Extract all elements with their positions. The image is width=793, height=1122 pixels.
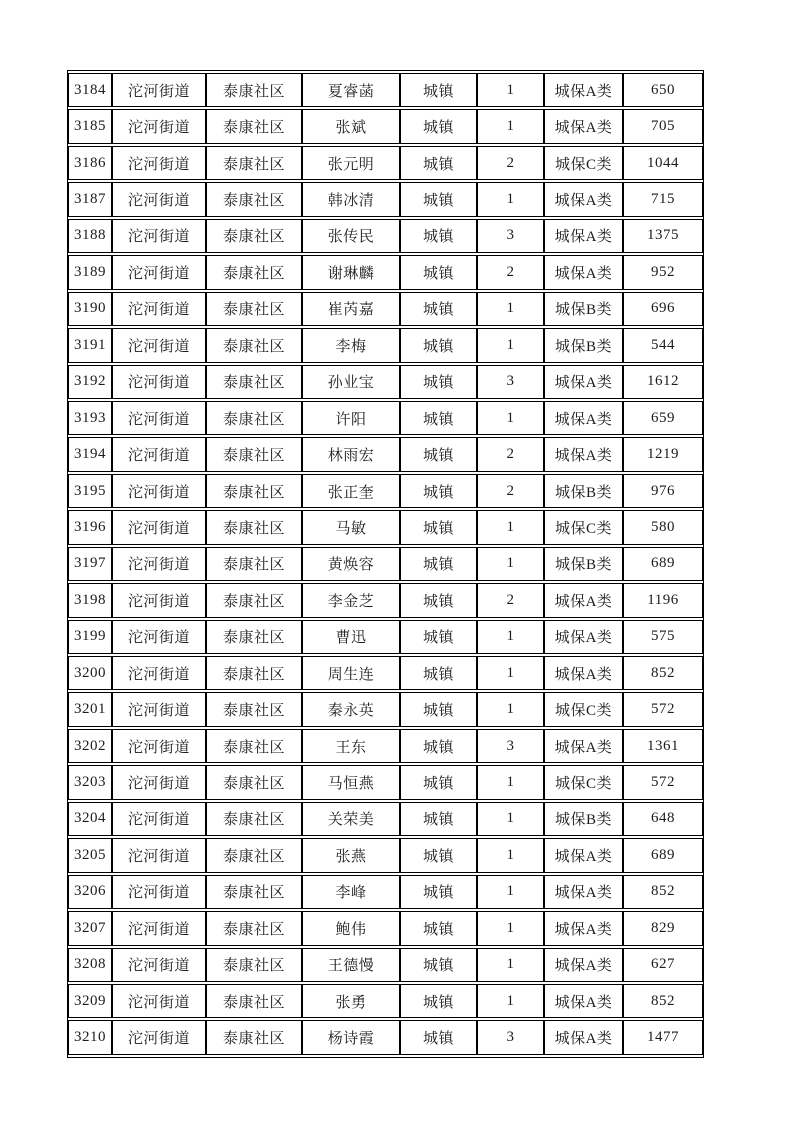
cell-residence-type: 城镇 — [400, 328, 477, 362]
cell-row-id: 3189 — [68, 255, 112, 289]
cell-community: 泰康社区 — [206, 547, 302, 581]
table-row — [68, 838, 703, 872]
table-row — [68, 146, 703, 180]
cell-street: 沱河街道 — [112, 838, 206, 872]
cell-name: 李金芝 — [302, 583, 400, 617]
cell-street: 沱河街道 — [112, 692, 206, 726]
cell-community: 泰康社区 — [206, 838, 302, 872]
cell-community: 泰康社区 — [206, 255, 302, 289]
cell-street: 沱河街道 — [112, 474, 206, 508]
cell-street: 沱河街道 — [112, 911, 206, 945]
cell-street: 沱河街道 — [112, 802, 206, 836]
cell-street: 沱河街道 — [112, 583, 206, 617]
cell-amount: 952 — [623, 255, 703, 289]
cell-row-id: 3184 — [68, 73, 112, 107]
cell-person-count: 1 — [477, 984, 544, 1018]
cell-row-id: 3194 — [68, 437, 112, 471]
cell-category: 城保A类 — [544, 838, 623, 872]
cell-name: 周生连 — [302, 656, 400, 690]
cell-row-id: 3191 — [68, 328, 112, 362]
cell-residence-type: 城镇 — [400, 547, 477, 581]
cell-category: 城保A类 — [544, 73, 623, 107]
cell-residence-type: 城镇 — [400, 182, 477, 216]
cell-amount: 544 — [623, 328, 703, 362]
table-row — [68, 219, 703, 253]
cell-person-count: 2 — [477, 474, 544, 508]
cell-residence-type: 城镇 — [400, 146, 477, 180]
cell-row-id: 3190 — [68, 292, 112, 326]
cell-name: 李梅 — [302, 328, 400, 362]
cell-name: 孙业宝 — [302, 365, 400, 399]
cell-row-id: 3201 — [68, 692, 112, 726]
cell-street: 沱河街道 — [112, 292, 206, 326]
cell-category: 城保A类 — [544, 875, 623, 909]
cell-residence-type: 城镇 — [400, 948, 477, 982]
cell-name: 张燕 — [302, 838, 400, 872]
cell-person-count: 1 — [477, 948, 544, 982]
cell-category: 城保A类 — [544, 109, 623, 143]
cell-row-id: 3196 — [68, 510, 112, 544]
cell-amount: 705 — [623, 109, 703, 143]
table-body — [68, 73, 703, 1055]
cell-amount: 976 — [623, 474, 703, 508]
cell-category: 城保C类 — [544, 692, 623, 726]
cell-row-id: 3209 — [68, 984, 112, 1018]
table-row — [68, 692, 703, 726]
cell-category: 城保A类 — [544, 365, 623, 399]
cell-category: 城保A类 — [544, 729, 623, 763]
cell-name: 黄焕容 — [302, 547, 400, 581]
cell-street: 沱河街道 — [112, 984, 206, 1018]
cell-category: 城保A类 — [544, 182, 623, 216]
cell-person-count: 3 — [477, 365, 544, 399]
table-row — [68, 583, 703, 617]
cell-amount: 852 — [623, 875, 703, 909]
cell-amount: 1361 — [623, 729, 703, 763]
cell-person-count: 2 — [477, 255, 544, 289]
cell-row-id: 3195 — [68, 474, 112, 508]
cell-community: 泰康社区 — [206, 1020, 302, 1055]
cell-row-id: 3200 — [68, 656, 112, 690]
cell-residence-type: 城镇 — [400, 1020, 477, 1055]
cell-category: 城保A类 — [544, 620, 623, 654]
cell-community: 泰康社区 — [206, 146, 302, 180]
cell-residence-type: 城镇 — [400, 984, 477, 1018]
cell-residence-type: 城镇 — [400, 73, 477, 107]
cell-category: 城保B类 — [544, 802, 623, 836]
cell-street: 沱河街道 — [112, 510, 206, 544]
cell-residence-type: 城镇 — [400, 401, 477, 435]
cell-amount: 627 — [623, 948, 703, 982]
table-row — [68, 474, 703, 508]
cell-community: 泰康社区 — [206, 437, 302, 471]
cell-name: 谢琳麟 — [302, 255, 400, 289]
cell-amount: 715 — [623, 182, 703, 216]
cell-amount: 1044 — [623, 146, 703, 180]
cell-community: 泰康社区 — [206, 401, 302, 435]
cell-street: 沱河街道 — [112, 620, 206, 654]
cell-community: 泰康社区 — [206, 109, 302, 143]
table-row — [68, 984, 703, 1018]
cell-name: 张斌 — [302, 109, 400, 143]
cell-community: 泰康社区 — [206, 292, 302, 326]
cell-person-count: 1 — [477, 401, 544, 435]
table-row — [68, 401, 703, 435]
cell-category: 城保A类 — [544, 401, 623, 435]
cell-person-count: 2 — [477, 437, 544, 471]
cell-person-count: 1 — [477, 875, 544, 909]
cell-name: 杨诗霞 — [302, 1020, 400, 1055]
cell-category: 城保A类 — [544, 948, 623, 982]
cell-street: 沱河街道 — [112, 109, 206, 143]
cell-name: 林雨宏 — [302, 437, 400, 471]
cell-row-id: 3187 — [68, 182, 112, 216]
cell-person-count: 1 — [477, 73, 544, 107]
cell-person-count: 1 — [477, 510, 544, 544]
cell-category: 城保A类 — [544, 984, 623, 1018]
cell-amount: 572 — [623, 692, 703, 726]
cell-amount: 1196 — [623, 583, 703, 617]
cell-street: 沱河街道 — [112, 146, 206, 180]
cell-street: 沱河街道 — [112, 219, 206, 253]
cell-residence-type: 城镇 — [400, 255, 477, 289]
cell-person-count: 1 — [477, 656, 544, 690]
cell-category: 城保C类 — [544, 510, 623, 544]
cell-street: 沱河街道 — [112, 1020, 206, 1055]
cell-name: 曹迅 — [302, 620, 400, 654]
cell-name: 许阳 — [302, 401, 400, 435]
cell-residence-type: 城镇 — [400, 437, 477, 471]
cell-community: 泰康社区 — [206, 984, 302, 1018]
cell-row-id: 3193 — [68, 401, 112, 435]
cell-community: 泰康社区 — [206, 875, 302, 909]
table-row — [68, 73, 703, 107]
cell-community: 泰康社区 — [206, 620, 302, 654]
cell-name: 崔芮嘉 — [302, 292, 400, 326]
table-row — [68, 729, 703, 763]
table-row — [68, 911, 703, 945]
cell-person-count: 1 — [477, 765, 544, 799]
table-row — [68, 510, 703, 544]
cell-residence-type: 城镇 — [400, 911, 477, 945]
cell-street: 沱河街道 — [112, 948, 206, 982]
cell-row-id: 3203 — [68, 765, 112, 799]
cell-residence-type: 城镇 — [400, 838, 477, 872]
cell-name: 关荣美 — [302, 802, 400, 836]
cell-row-id: 3197 — [68, 547, 112, 581]
cell-residence-type: 城镇 — [400, 474, 477, 508]
cell-name: 夏睿菡 — [302, 73, 400, 107]
cell-community: 泰康社区 — [206, 583, 302, 617]
cell-person-count: 1 — [477, 109, 544, 143]
cell-street: 沱河街道 — [112, 255, 206, 289]
cell-community: 泰康社区 — [206, 656, 302, 690]
cell-residence-type: 城镇 — [400, 292, 477, 326]
cell-residence-type: 城镇 — [400, 765, 477, 799]
resident-subsidy-table — [67, 70, 704, 1058]
cell-category: 城保A类 — [544, 583, 623, 617]
cell-person-count: 2 — [477, 146, 544, 180]
cell-name: 张元明 — [302, 146, 400, 180]
cell-person-count: 3 — [477, 1020, 544, 1055]
cell-category: 城保A类 — [544, 911, 623, 945]
cell-name: 鲍伟 — [302, 911, 400, 945]
cell-street: 沱河街道 — [112, 182, 206, 216]
cell-residence-type: 城镇 — [400, 802, 477, 836]
cell-residence-type: 城镇 — [400, 510, 477, 544]
table-row — [68, 765, 703, 799]
cell-amount: 689 — [623, 547, 703, 581]
table-row — [68, 656, 703, 690]
cell-row-id: 3206 — [68, 875, 112, 909]
cell-residence-type: 城镇 — [400, 875, 477, 909]
cell-residence-type: 城镇 — [400, 219, 477, 253]
cell-community: 泰康社区 — [206, 510, 302, 544]
cell-row-id: 3204 — [68, 802, 112, 836]
table-row — [68, 365, 703, 399]
cell-name: 张正奎 — [302, 474, 400, 508]
cell-residence-type: 城镇 — [400, 109, 477, 143]
cell-community: 泰康社区 — [206, 729, 302, 763]
cell-row-id: 3202 — [68, 729, 112, 763]
table-row — [68, 875, 703, 909]
cell-name: 李峰 — [302, 875, 400, 909]
cell-person-count: 3 — [477, 729, 544, 763]
cell-amount: 648 — [623, 802, 703, 836]
cell-residence-type: 城镇 — [400, 583, 477, 617]
cell-category: 城保A类 — [544, 437, 623, 471]
cell-street: 沱河街道 — [112, 547, 206, 581]
table-row — [68, 182, 703, 216]
cell-person-count: 1 — [477, 911, 544, 945]
cell-person-count: 1 — [477, 802, 544, 836]
cell-category: 城保B类 — [544, 474, 623, 508]
cell-residence-type: 城镇 — [400, 620, 477, 654]
table-row — [68, 620, 703, 654]
cell-row-id: 3192 — [68, 365, 112, 399]
cell-residence-type: 城镇 — [400, 365, 477, 399]
cell-person-count: 3 — [477, 219, 544, 253]
cell-community: 泰康社区 — [206, 182, 302, 216]
cell-row-id: 3186 — [68, 146, 112, 180]
cell-name: 张传民 — [302, 219, 400, 253]
cell-name: 王东 — [302, 729, 400, 763]
cell-street: 沱河街道 — [112, 729, 206, 763]
cell-amount: 829 — [623, 911, 703, 945]
table-row — [68, 802, 703, 836]
cell-community: 泰康社区 — [206, 948, 302, 982]
cell-person-count: 1 — [477, 838, 544, 872]
cell-name: 张勇 — [302, 984, 400, 1018]
cell-amount: 852 — [623, 984, 703, 1018]
cell-person-count: 1 — [477, 292, 544, 326]
cell-amount: 696 — [623, 292, 703, 326]
cell-community: 泰康社区 — [206, 219, 302, 253]
cell-street: 沱河街道 — [112, 656, 206, 690]
cell-street: 沱河街道 — [112, 875, 206, 909]
cell-row-id: 3188 — [68, 219, 112, 253]
cell-category: 城保B类 — [544, 547, 623, 581]
cell-name: 秦永英 — [302, 692, 400, 726]
table-row — [68, 109, 703, 143]
cell-category: 城保B类 — [544, 328, 623, 362]
cell-amount: 1375 — [623, 219, 703, 253]
cell-amount: 659 — [623, 401, 703, 435]
table-row — [68, 292, 703, 326]
cell-category: 城保A类 — [544, 656, 623, 690]
table-row — [68, 1020, 703, 1055]
cell-residence-type: 城镇 — [400, 692, 477, 726]
cell-person-count: 1 — [477, 328, 544, 362]
cell-row-id: 3205 — [68, 838, 112, 872]
cell-street: 沱河街道 — [112, 401, 206, 435]
cell-person-count: 2 — [477, 583, 544, 617]
cell-row-id: 3208 — [68, 948, 112, 982]
cell-street: 沱河街道 — [112, 365, 206, 399]
cell-category: 城保A类 — [544, 1020, 623, 1055]
cell-name: 王德慢 — [302, 948, 400, 982]
cell-community: 泰康社区 — [206, 365, 302, 399]
cell-community: 泰康社区 — [206, 328, 302, 362]
cell-street: 沱河街道 — [112, 73, 206, 107]
cell-person-count: 1 — [477, 182, 544, 216]
cell-community: 泰康社区 — [206, 692, 302, 726]
cell-residence-type: 城镇 — [400, 656, 477, 690]
cell-street: 沱河街道 — [112, 437, 206, 471]
cell-amount: 852 — [623, 656, 703, 690]
cell-person-count: 1 — [477, 620, 544, 654]
cell-category: 城保C类 — [544, 146, 623, 180]
cell-category: 城保C类 — [544, 765, 623, 799]
cell-community: 泰康社区 — [206, 802, 302, 836]
table-row — [68, 948, 703, 982]
cell-row-id: 3210 — [68, 1020, 112, 1055]
cell-person-count: 1 — [477, 547, 544, 581]
cell-amount: 1219 — [623, 437, 703, 471]
cell-name: 马恒燕 — [302, 765, 400, 799]
cell-amount: 580 — [623, 510, 703, 544]
table-row — [68, 328, 703, 362]
cell-community: 泰康社区 — [206, 765, 302, 799]
cell-category: 城保A类 — [544, 219, 623, 253]
cell-residence-type: 城镇 — [400, 729, 477, 763]
table-row — [68, 547, 703, 581]
cell-amount: 1477 — [623, 1020, 703, 1055]
cell-street: 沱河街道 — [112, 765, 206, 799]
table-row — [68, 437, 703, 471]
cell-name: 马敏 — [302, 510, 400, 544]
cell-amount: 575 — [623, 620, 703, 654]
cell-category: 城保A类 — [544, 255, 623, 289]
cell-community: 泰康社区 — [206, 911, 302, 945]
table-row — [68, 255, 703, 289]
cell-category: 城保B类 — [544, 292, 623, 326]
cell-row-id: 3198 — [68, 583, 112, 617]
cell-row-id: 3207 — [68, 911, 112, 945]
cell-amount: 650 — [623, 73, 703, 107]
cell-row-id: 3185 — [68, 109, 112, 143]
cell-person-count: 1 — [477, 692, 544, 726]
cell-amount: 689 — [623, 838, 703, 872]
cell-amount: 572 — [623, 765, 703, 799]
cell-row-id: 3199 — [68, 620, 112, 654]
cell-community: 泰康社区 — [206, 73, 302, 107]
cell-community: 泰康社区 — [206, 474, 302, 508]
cell-street: 沱河街道 — [112, 328, 206, 362]
cell-amount: 1612 — [623, 365, 703, 399]
cell-name: 韩冰清 — [302, 182, 400, 216]
